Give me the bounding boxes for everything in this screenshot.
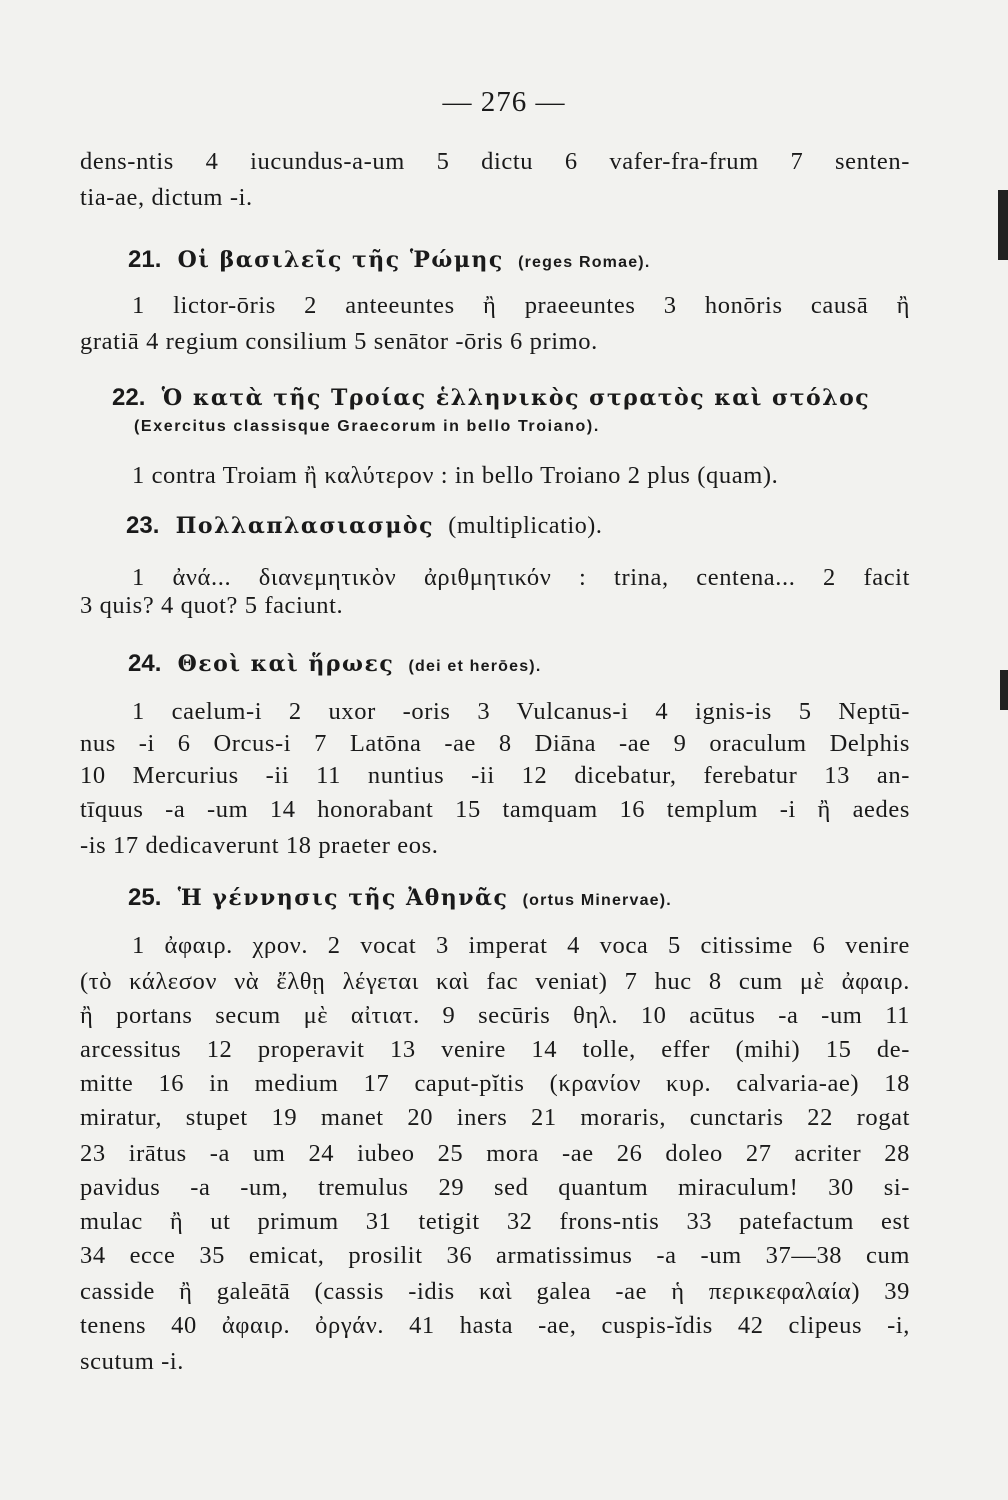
text-line: pavidus -a -um, tremulus 29 sed quantum miraculum! 30 si-: [80, 1174, 910, 1201]
section-heading-25: [128, 882, 672, 917]
section-greek-title: Οἱ βασιλεῖς τῆς Ῥώμης: [177, 247, 504, 273]
text-line: 1 contra Troiam ἢ καλύτερον : in bello Troiano 2 plus (quam).: [132, 462, 779, 489]
section-heading-24: [128, 648, 541, 683]
page-edge-mark: [1000, 670, 1008, 710]
text-line: miratur, stupet 19 manet 20 iners 21 moraris, cunctaris 22 rogat: [80, 1104, 910, 1131]
section-number: 23.: [126, 512, 160, 539]
section-greek-title: Θεοὶ καὶ ἥρωες: [177, 651, 395, 677]
text-line: 1 ἀφαιρ. χρον. 2 vocat 3 imperat 4 voca 5 citissime 6 venire: [132, 932, 910, 959]
text-line: 1 ἀνά... διανεμητικὸν ἀριθμητικόν : trina, centena... 2 facit: [132, 564, 910, 591]
section-latin-title: (ortus Minervae).: [522, 892, 672, 909]
text-line: dens-ntis 4 iucundus-a-um 5 dictu 6 vafer-fra-frum 7 senten-: [80, 148, 910, 175]
text-line: tenens 40 ἀφαιρ. ὀργάν. 41 hasta -ae, cuspis-ĭdis 42 clipeus -i,: [80, 1312, 910, 1339]
text-line: casside ἢ galeātā (cassis -idis καὶ galea -ae ἡ περικεφαλαία) 39: [80, 1278, 910, 1305]
section-heading-22: [112, 382, 870, 414]
section-latin-title: (Exercitus classisque Graecorum in bello Troiano).: [134, 418, 600, 435]
text-line: 1 caelum-i 2 uxor -oris 3 Vulcanus-i 4 ignis-is 5 Neptū-: [132, 698, 910, 725]
text-line: 34 ecce 35 emicat, prosilit 36 armatissimus -a -um 37—38 cum: [80, 1242, 910, 1269]
text-line: mulac ἢ ut primum 31 tetigit 32 frons-ntis 33 patefactum est: [80, 1208, 910, 1235]
section-number: 24.: [128, 650, 162, 677]
text-line: nus -i 6 Orcus-i 7 Latōna -ae 8 Diāna -ae 9 oraculum Delphis: [80, 730, 910, 757]
section-greek-title: Ἡ γέννησις τῆς Ἀθηνᾶς: [177, 885, 509, 911]
text-line: gratiā 4 regium consilium 5 senātor -ōris 6 primo.: [80, 328, 598, 355]
text-line: -is 17 dedicaverunt 18 praeter eos.: [80, 832, 439, 859]
section-greek-title: Πολλαπλασιασμὸς: [175, 513, 435, 539]
section-latin-title: (reges Romae).: [518, 254, 651, 271]
page-edge-mark: [998, 190, 1008, 260]
section-latin-title: (dei et herōes).: [408, 658, 542, 675]
section-heading-23: [126, 510, 603, 542]
section-number: 22.: [112, 384, 146, 411]
section-latin-title: (multiplicatio).: [448, 513, 603, 539]
text-line: 10 Mercurius -ii 11 nuntius -ii 12 dicebatur, ferebatur 13 an-: [80, 762, 910, 789]
text-line: mitte 16 in medium 17 caput-pĭtis (κρανίον κυρ. calvaria-ae) 18: [80, 1070, 910, 1097]
text-line: arcessitus 12 properavit 13 venire 14 tolle, effer (mihi) 15 de-: [80, 1036, 910, 1063]
text-line: scutum -i.: [80, 1348, 184, 1375]
text-line: ἢ portans secum μὲ αἰτιατ. 9 secūris θηλ. 10 acūtus -a -um 11: [80, 1002, 910, 1029]
text-line: 23 irātus -a um 24 iubeo 25 mora -ae 26 doleo 27 acriter 28: [80, 1140, 910, 1167]
section-greek-title: Ὁ κατὰ τῆς Τροίας ἑλληνικὸς στρατὸς καὶ στόλος: [161, 385, 871, 411]
section-number: 25.: [128, 884, 162, 911]
text-line: 1 lictor-ōris 2 anteeuntes ἢ praeeuntes 3 honōris causā ἢ: [132, 292, 910, 319]
text-line: 3 quis? 4 quot? 5 faciunt.: [80, 592, 344, 619]
text-line: tia-ae, dictum -i.: [80, 184, 253, 211]
section-heading-21: [128, 244, 650, 279]
page-number: — 276 —: [442, 86, 566, 118]
text-line: tīquus -a -um 14 honorabant 15 tamquam 16 templum -i ἢ aedes: [80, 796, 910, 823]
section-number: 21.: [128, 246, 162, 273]
text-line: (τὸ κάλεσον νὰ ἔλθῃ λέγεται καὶ fac veniat) 7 huc 8 cum μὲ ἀφαιρ.: [80, 968, 910, 995]
